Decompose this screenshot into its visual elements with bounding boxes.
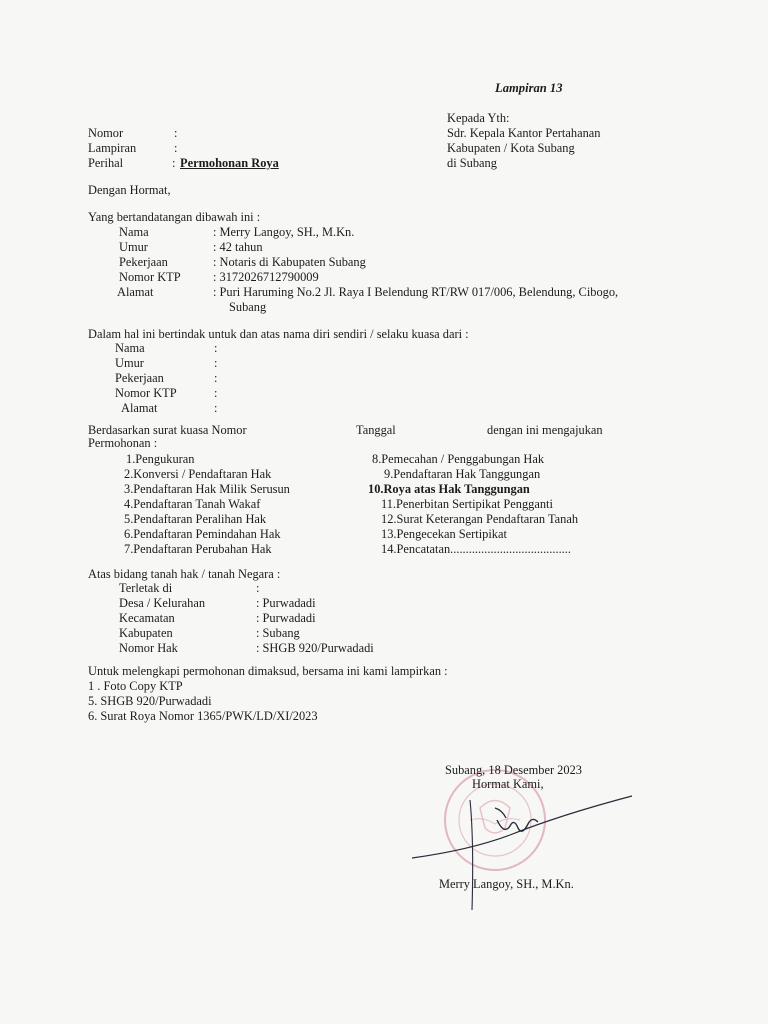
list-item: 7.Pendaftaran Perubahan Hak bbox=[124, 542, 272, 556]
list-item: 9.Pendaftaran Hak Tanggungan bbox=[384, 467, 541, 481]
colon: : bbox=[174, 141, 178, 155]
field-label: Pekerjaan bbox=[119, 255, 168, 269]
field-label: Alamat bbox=[121, 401, 158, 415]
field-value: : Puri Haruming No.2 Jl. Raya I Belendung RT/RW 017/006, Belendung, Cibogo, bbox=[213, 285, 619, 299]
attachment-item: 5. SHGB 920/Purwadadi bbox=[88, 694, 212, 708]
field-value-cont: Subang bbox=[229, 300, 267, 314]
field-label: Nomor Hak bbox=[119, 641, 178, 655]
place-date: Subang, 18 Desember 2023 bbox=[445, 763, 582, 777]
closing-greeting: Hormat Kami, bbox=[472, 777, 544, 791]
recipient-line: Kabupaten / Kota Subang bbox=[447, 141, 575, 155]
list-item: 12.Surat Keterangan Pendaftaran Tanah bbox=[381, 512, 579, 526]
field-value: : bbox=[256, 581, 260, 595]
field-value: : Notaris di Kabupaten Subang bbox=[213, 255, 366, 269]
field-value: : bbox=[214, 386, 218, 400]
attachments-intro: Untuk melengkapi permohonan dimaksud, bersama ini kami lampirkan : bbox=[88, 664, 448, 678]
list-item: 6.Pendaftaran Pemindahan Hak bbox=[124, 527, 281, 541]
field-value: : Subang bbox=[256, 626, 300, 640]
field-label: Desa / Kelurahan bbox=[119, 596, 206, 610]
mengajukan-text: dengan ini mengajukan bbox=[487, 423, 603, 437]
field-label: Terletak di bbox=[119, 581, 173, 595]
field-value: : bbox=[214, 341, 218, 355]
attachment-number: Lampiran 13 bbox=[495, 81, 563, 95]
field-value: : Purwadadi bbox=[256, 596, 316, 610]
permohonan-label: Permohonan : bbox=[88, 436, 158, 450]
field-value: : SHGB 920/Purwadadi bbox=[256, 641, 374, 655]
field-label: Pekerjaan bbox=[115, 371, 164, 385]
list-item: 13.Pengecekan Sertipikat bbox=[381, 527, 507, 541]
field-value: : Purwadadi bbox=[256, 611, 316, 625]
attachment-item: 6. Surat Roya Nomor 1365/PWK/LD/XI/2023 bbox=[88, 709, 318, 723]
field-label: Kecamatan bbox=[119, 611, 175, 625]
perihal-value: Permohonan Roya bbox=[180, 156, 279, 170]
field-label: Kabupaten bbox=[119, 626, 173, 640]
field-value: : 42 tahun bbox=[213, 240, 263, 254]
field-label: Umur bbox=[115, 356, 144, 370]
field-label: Nomor KTP bbox=[115, 386, 177, 400]
field-label: Alamat bbox=[117, 285, 154, 299]
list-item: 11.Penerbitan Sertipikat Pengganti bbox=[381, 497, 553, 511]
list-item: 5.Pendaftaran Peralihan Hak bbox=[124, 512, 267, 526]
kuasa-label: Berdasarkan surat kuasa Nomor bbox=[88, 423, 247, 437]
list-item: 3.Pendaftaran Hak Milik Serusun bbox=[124, 482, 290, 496]
list-item-selected: 10.Roya atas Hak Tanggungan bbox=[368, 482, 530, 496]
signer-name: Merry Langoy, SH., M.Kn. bbox=[439, 877, 574, 891]
field-value: : bbox=[214, 401, 218, 415]
tanggal-label: Tanggal bbox=[356, 423, 396, 437]
land-intro: Atas bidang tanah hak / tanah Negara : bbox=[88, 567, 281, 581]
field-label: Nama bbox=[119, 225, 149, 239]
field-label: Nomor KTP bbox=[119, 270, 181, 284]
field-value: : bbox=[214, 356, 218, 370]
recipient-label: Kepada Yth: bbox=[447, 111, 510, 125]
colon: : bbox=[174, 126, 178, 140]
lampiran-label: Lampiran bbox=[88, 141, 137, 155]
perihal-label: Perihal bbox=[88, 156, 124, 170]
recipient-line: di Subang bbox=[447, 156, 497, 170]
field-value: : Merry Langoy, SH., M.Kn. bbox=[213, 225, 355, 239]
represent-intro: Dalam hal ini bertindak untuk dan atas nama diri sendiri / selaku kuasa dari : bbox=[88, 327, 469, 341]
field-value: : 3172026712790009 bbox=[213, 270, 319, 284]
signature-icon bbox=[410, 780, 640, 920]
colon: : bbox=[172, 156, 176, 170]
field-label: Nama bbox=[115, 341, 145, 355]
field-value: : bbox=[214, 371, 218, 385]
list-item: 4.Pendaftaran Tanah Wakaf bbox=[124, 497, 261, 511]
recipient-line: Sdr. Kepala Kantor Pertahanan bbox=[447, 126, 601, 140]
attachment-item: 1 . Foto Copy KTP bbox=[88, 679, 183, 693]
list-item: 2.Konversi / Pendaftaran Hak bbox=[124, 467, 272, 481]
nomor-label: Nomor bbox=[88, 126, 124, 140]
field-label: Umur bbox=[119, 240, 148, 254]
list-item: 8.Pemecahan / Penggabungan Hak bbox=[372, 452, 545, 466]
greeting: Dengan Hormat, bbox=[88, 183, 171, 197]
list-item: 14.Pencatatan....................................... bbox=[381, 542, 571, 556]
undersigned-intro: Yang bertandatangan dibawah ini : bbox=[88, 210, 261, 224]
list-item: 1.Pengukuran bbox=[126, 452, 195, 466]
